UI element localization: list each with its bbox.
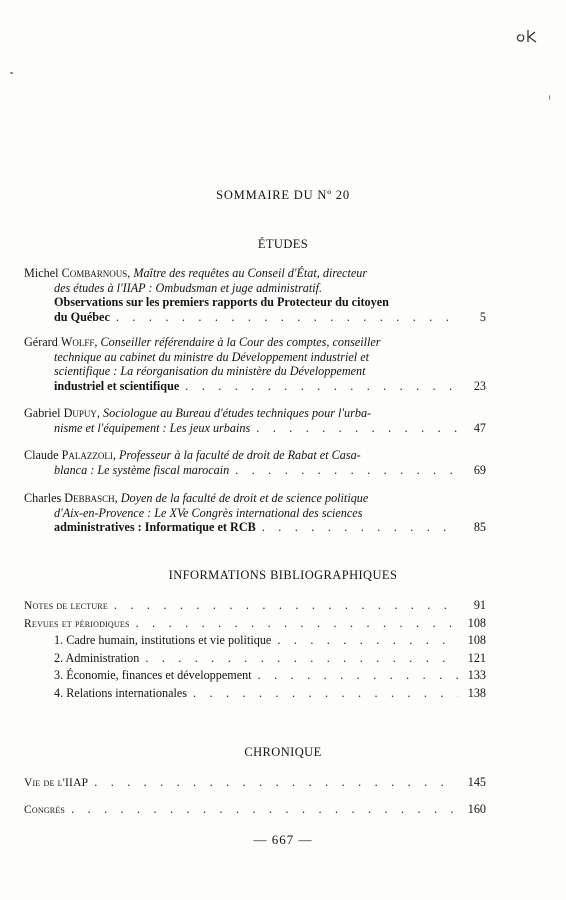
page-number: 160 — [467, 801, 486, 816]
toc-row — [24, 633, 486, 651]
author-last-name: Debbasch — [64, 491, 115, 505]
page-number: 85 — [473, 520, 486, 535]
author-first-name: Gérard — [24, 335, 61, 349]
section-heading-etudes: ÉTUDES — [257, 237, 309, 251]
toc-row — [24, 598, 486, 616]
entry-description: blanca : Le système fiscal marocain — [54, 462, 230, 477]
page-number: 108 — [467, 633, 486, 648]
dot-leader — [193, 686, 458, 701]
entry-title: Observations sur les premiers rapports du Protecteur du citoyen — [54, 295, 389, 310]
toc-label: 3. Économie, finances et développement — [54, 668, 252, 683]
toc-label: Vie de l'IIAP — [24, 777, 89, 789]
toc-row — [24, 651, 486, 669]
entry-description: Maître des requêtes au Conseil d'État, directeur — [133, 266, 368, 280]
dot-leader — [258, 668, 458, 683]
toc-entry: Gérard Wolff, Conseiller référendaire à la Cour des comptes, conseiller technique au cabinet du ministre du Développement industriel et scientifique : La réorganisation du ministère du Développement industriel et scientifique . . . 23 — [24, 335, 486, 393]
author-last-name: Wolff — [60, 335, 95, 349]
dot-leader — [116, 310, 458, 325]
page-number: 121 — [467, 650, 486, 665]
toc-entry: Gabriel Dupuy, Sociologue au Bureau d'études techniques pour l'urba- nisme et l'équipement : Les jeux urbains . . . 47 — [24, 406, 486, 435]
entry-description: des études à l'IIAP : Ombudsman et juge administratif. — [54, 280, 323, 295]
toc-row — [24, 775, 486, 793]
toc-label: Revues et périodiques — [24, 617, 130, 630]
author-first-name: Claude — [24, 448, 62, 462]
page-number: 145 — [467, 775, 486, 789]
toc-row — [24, 668, 486, 686]
page-number: 23 — [473, 378, 486, 393]
author-first-name: Gabriel — [24, 406, 64, 420]
entry-title: du Québec — [54, 309, 110, 324]
author-first-name: Charles — [24, 491, 65, 505]
toc-entry: Charles Debbasch, Doyen de la faculté de droit et de science politique d'Aix-en-Provence : Le XVe Congrès international des sciences administratives : Informatique et RCB . . . 85 — [24, 491, 486, 535]
entry-description: technique au cabinet du ministre du Développement industriel et — [54, 349, 369, 364]
entry-title: administratives : Informatique et RCB — [54, 520, 256, 535]
dot-leader — [235, 463, 458, 478]
dot-leader — [94, 775, 458, 790]
toc-label: 1. Cadre humain, institutions et vie politique — [54, 633, 272, 648]
biblio-list — [24, 598, 486, 704]
dot-leader — [277, 633, 458, 648]
entry-description: nisme et l'équipement : Les jeux urbains — [54, 420, 251, 435]
entry-description: Professeur à la faculté de droit de Rabat et Casa- — [118, 448, 361, 462]
toc-label: Congrès — [24, 803, 66, 816]
entry-description: Conseiller référendaire à la Cour des comptes, conseiller — [100, 335, 381, 349]
entry-description: scientifique : La réorganisation du ministère du Développement — [54, 364, 366, 379]
page-number: 69 — [473, 462, 486, 477]
dot-leader — [136, 616, 458, 631]
section-heading-informations: INFORMATIONS BIBLIOGRAPHIQUES — [168, 568, 398, 582]
toc-label: 2. Administration — [54, 650, 140, 665]
dot-leader — [262, 520, 458, 535]
author-last-name: Combarnous — [61, 266, 128, 280]
page-number: 133 — [467, 668, 486, 683]
section-heading-chronique: CHRONIQUE — [244, 745, 322, 759]
toc-row — [24, 686, 486, 704]
dot-leader — [185, 379, 458, 394]
toc-entry: Claude Palazzoli, Professeur à la faculté de droit de Rabat et Casa- blanca : Le système fiscal marocain . . . 69 — [24, 448, 486, 477]
page-number: 5 — [479, 309, 486, 324]
author-last-name: Palazzoli — [61, 448, 113, 462]
toc-row — [24, 616, 486, 634]
toc-label: 4. Relations internationales — [54, 685, 188, 700]
dot-leader — [145, 651, 458, 666]
toc-entry: Michel Combarnous, Maître des requêtes au Conseil d'État, directeur des études à l'IIAP : Ombudsman et juge administratif. Observations sur les premiers rapports du Protecteur du citoyen du Québec . . . 5 — [24, 266, 486, 324]
speck — [10, 72, 13, 74]
page-footer-number: — 667 — — [253, 832, 313, 847]
dot-leader — [71, 802, 458, 817]
speck — [549, 95, 550, 100]
chronique-list — [24, 775, 486, 819]
dot-leader — [114, 598, 458, 613]
author-first-name: Michel — [24, 266, 62, 280]
page-number: 91 — [473, 598, 486, 612]
handwritten-mark — [514, 26, 540, 44]
entry-description: Doyen de la faculté de droit et de science politique — [120, 491, 369, 505]
author-last-name: Dupuy — [63, 406, 97, 420]
entry-description: Sociologue au Bureau d'études techniques pour l'urba- — [103, 406, 372, 420]
page-number: 138 — [467, 685, 486, 700]
page-number: 47 — [473, 420, 486, 435]
entry-title: industriel et scientifique — [54, 378, 180, 393]
page-title: SOMMAIRE DU Nº 20 — [216, 188, 350, 202]
toc-row — [24, 802, 486, 820]
entry-description: d'Aix-en-Provence : Le XVe Congrès international des sciences — [54, 505, 363, 520]
page-number: 108 — [467, 615, 486, 630]
dot-leader — [256, 421, 458, 436]
toc-label: Notes de lecture — [24, 600, 108, 612]
